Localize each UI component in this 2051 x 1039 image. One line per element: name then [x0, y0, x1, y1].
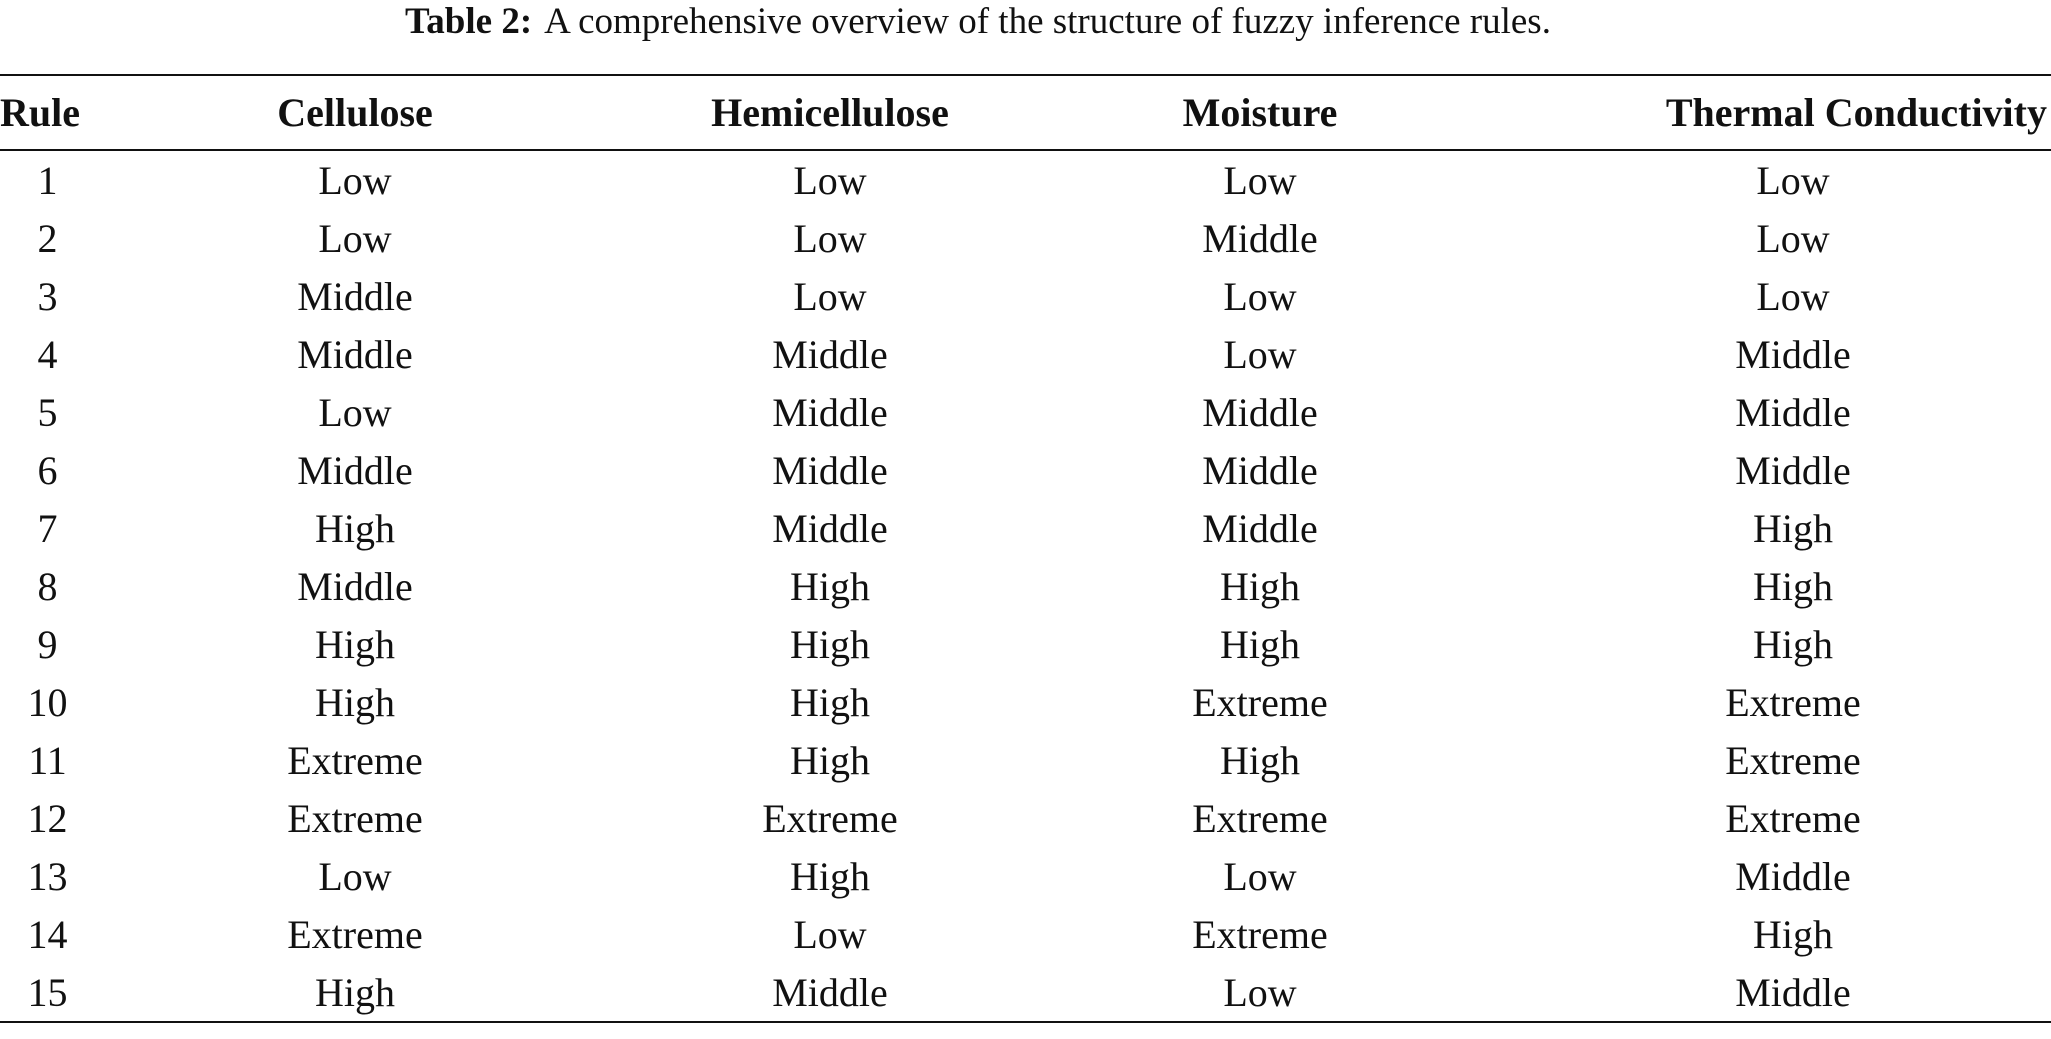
- cell-moisture: High: [1220, 621, 1300, 667]
- cell-thermal-conductivity: High: [1753, 621, 1833, 667]
- cell-rule-number: 3: [37, 273, 58, 319]
- cell-cellulose: Low: [318, 215, 392, 261]
- header-moisture: Moisture: [1182, 90, 1338, 135]
- table-row: [0, 905, 2051, 963]
- table-row: [0, 441, 2051, 499]
- cell-hemicellulose: Low: [793, 215, 867, 261]
- header-thermal-conductivity: Thermal Conductivity: [1665, 90, 2047, 135]
- header-cellulose: Cellulose: [277, 90, 433, 135]
- cell-cellulose: Extreme: [287, 737, 423, 783]
- table-row: [0, 325, 2051, 383]
- cell-rule-number: 4: [37, 331, 58, 377]
- cell-hemicellulose: Middle: [772, 505, 888, 551]
- cell-moisture: Low: [1223, 969, 1297, 1015]
- cell-hemicellulose: Middle: [772, 447, 888, 493]
- cell-cellulose: Middle: [297, 273, 413, 319]
- table-row: [0, 499, 2051, 557]
- cell-moisture: Low: [1223, 331, 1297, 377]
- table-row: [0, 847, 2051, 905]
- table-caption: [0, 0, 1956, 44]
- cell-rule-number: 12: [27, 795, 68, 841]
- cell-moisture: Middle: [1202, 447, 1318, 493]
- cell-rule-number: 8: [37, 563, 58, 609]
- cell-cellulose: Low: [318, 389, 392, 435]
- table-caption-label: Table 2:: [405, 1, 533, 42]
- cell-hemicellulose: High: [790, 621, 870, 667]
- cell-thermal-conductivity: High: [1753, 505, 1833, 551]
- cell-cellulose: High: [315, 969, 395, 1015]
- cell-moisture: Low: [1223, 157, 1297, 203]
- cell-hemicellulose: Low: [793, 157, 867, 203]
- cell-moisture: High: [1220, 737, 1300, 783]
- cell-thermal-conductivity: High: [1753, 563, 1833, 609]
- cell-thermal-conductivity: Middle: [1735, 853, 1851, 899]
- cell-cellulose: High: [315, 679, 395, 725]
- cell-hemicellulose: Low: [793, 273, 867, 319]
- table-row: [0, 615, 2051, 673]
- cell-hemicellulose: High: [790, 679, 870, 725]
- table-row: [0, 731, 2051, 789]
- table-row: [0, 963, 2051, 1022]
- fuzzy-rules-table-container: [0, 74, 2047, 1023]
- table-row: [0, 209, 2051, 267]
- cell-hemicellulose: Low: [793, 911, 867, 957]
- cell-moisture: Extreme: [1192, 679, 1328, 725]
- cell-rule-number: 15: [27, 969, 68, 1015]
- cell-hemicellulose: High: [790, 563, 870, 609]
- cell-rule-number: 11: [28, 737, 67, 783]
- cell-rule-number: 5: [37, 389, 58, 435]
- cell-moisture: Middle: [1202, 389, 1318, 435]
- cell-cellulose: Extreme: [287, 795, 423, 841]
- cell-moisture: Low: [1223, 853, 1297, 899]
- cell-cellulose: Middle: [297, 331, 413, 377]
- cell-thermal-conductivity: Middle: [1735, 389, 1851, 435]
- cell-thermal-conductivity: Middle: [1735, 447, 1851, 493]
- cell-moisture: Middle: [1202, 505, 1318, 551]
- cell-moisture: Low: [1223, 273, 1297, 319]
- cell-cellulose: High: [315, 505, 395, 551]
- table-row: [0, 789, 2051, 847]
- cell-thermal-conductivity: Middle: [1735, 969, 1851, 1015]
- cell-rule-number: 7: [37, 505, 58, 551]
- table-caption-text: A comprehensive overview of the structure of fuzzy inference rules.: [544, 1, 1551, 42]
- header-hemicellulose: Hemicellulose: [711, 90, 949, 135]
- cell-hemicellulose: Middle: [772, 969, 888, 1015]
- cell-moisture: High: [1220, 563, 1300, 609]
- cell-hemicellulose: Extreme: [762, 795, 898, 841]
- cell-hemicellulose: High: [790, 853, 870, 899]
- cell-rule-number: 6: [37, 447, 58, 493]
- table-row: [0, 150, 2051, 209]
- cell-thermal-conductivity: Extreme: [1725, 679, 1861, 725]
- cell-cellulose: Middle: [297, 563, 413, 609]
- cell-moisture: Extreme: [1192, 795, 1328, 841]
- cell-hemicellulose: High: [790, 737, 870, 783]
- table-row: [0, 383, 2051, 441]
- table-row: [0, 673, 2051, 731]
- cell-cellulose: High: [315, 621, 395, 667]
- cell-rule-number: 1: [37, 157, 58, 203]
- cell-thermal-conductivity: Extreme: [1725, 737, 1861, 783]
- cell-cellulose: Low: [318, 157, 392, 203]
- cell-rule-number: 2: [37, 215, 58, 261]
- cell-thermal-conductivity: Low: [1756, 215, 1830, 261]
- table-header-row: [0, 75, 2051, 150]
- cell-rule-number: 9: [37, 621, 58, 667]
- cell-hemicellulose: Middle: [772, 389, 888, 435]
- cell-thermal-conductivity: Low: [1756, 157, 1830, 203]
- cell-thermal-conductivity: Extreme: [1725, 795, 1861, 841]
- header-rule: Rule: [0, 90, 80, 135]
- cell-cellulose: Low: [318, 853, 392, 899]
- cell-rule-number: 10: [27, 679, 68, 725]
- cell-hemicellulose: Middle: [772, 331, 888, 377]
- cell-cellulose: Middle: [297, 447, 413, 493]
- cell-thermal-conductivity: Middle: [1735, 331, 1851, 377]
- cell-rule-number: 14: [27, 911, 68, 957]
- fuzzy-rules-table: [0, 74, 2051, 1023]
- cell-cellulose: Extreme: [287, 911, 423, 957]
- table-body: [0, 150, 2051, 1022]
- table-row: [0, 267, 2051, 325]
- cell-thermal-conductivity: High: [1753, 911, 1833, 957]
- table-row: [0, 557, 2051, 615]
- cell-moisture: Extreme: [1192, 911, 1328, 957]
- cell-moisture: Middle: [1202, 215, 1318, 261]
- cell-thermal-conductivity: Low: [1756, 273, 1830, 319]
- cell-rule-number: 13: [27, 853, 68, 899]
